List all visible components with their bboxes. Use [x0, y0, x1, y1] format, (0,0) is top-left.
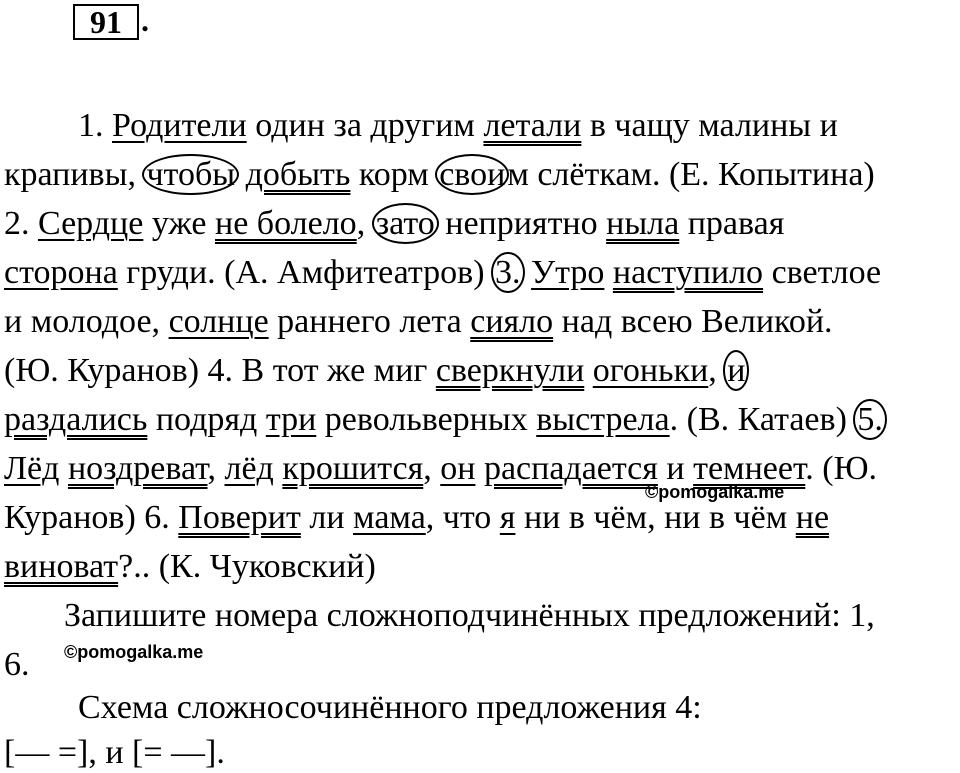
text: неприятно [436, 205, 607, 242]
subject: Сердце [38, 205, 144, 242]
text: ?.. (К. Чуковский) [118, 548, 376, 585]
predicate: крошится [282, 450, 424, 487]
exercise-number-dot: . [141, 2, 149, 38]
circled-word: свои [435, 154, 509, 195]
text: подряд [147, 401, 266, 438]
text-line-9 [4, 498, 829, 538]
predicate: не болело [215, 205, 357, 242]
text: м слёткам. (Е. Копытина) [507, 156, 875, 193]
predicate: не [795, 499, 830, 536]
predicate: распадается [483, 450, 658, 487]
exercise-number: 91 [73, 4, 139, 40]
text: и молодое, [4, 303, 169, 340]
subject: мама [353, 499, 426, 536]
text: раннего лета [268, 303, 471, 340]
text [237, 156, 246, 193]
predicate: сверкнули [435, 352, 585, 389]
subject: я [499, 499, 516, 536]
text: груди. (А. Амфитеатров) [117, 254, 494, 291]
text [584, 352, 593, 389]
text-line-10 [4, 547, 376, 587]
text: , [708, 352, 726, 389]
task-line-2: Схема сложносочинённого предложения 4: [78, 689, 702, 726]
subject: три [265, 401, 317, 438]
predicate: ноздреват [67, 450, 208, 487]
text: 1. [78, 107, 112, 144]
text [59, 450, 68, 487]
predicate: виноват [4, 548, 119, 585]
subject: Родители [112, 107, 247, 144]
text: правая [679, 205, 785, 242]
text: ли [300, 499, 354, 536]
text: светлое [763, 254, 882, 291]
text: Куранов) 6. [4, 499, 179, 536]
text-line-2 [4, 155, 875, 195]
watermark: ©pomogalka.me [64, 642, 204, 662]
text-line-4 [4, 253, 881, 293]
watermark: ©pomogalka.me [645, 482, 785, 502]
circled-number: 3. [491, 252, 525, 293]
predicate: сияло [470, 303, 554, 340]
text [604, 254, 613, 291]
predicate: темнеет [693, 450, 806, 487]
text: один за другим [246, 107, 484, 144]
predicate: раздались [4, 401, 148, 438]
text: (Ю. Куранов) 4. В тот же миг [4, 352, 436, 389]
subject: Лёд [4, 450, 60, 487]
subject: он [440, 450, 476, 487]
text-line-6 [4, 351, 747, 391]
subject: выстрела [536, 401, 670, 438]
subject: лёд [224, 450, 274, 487]
text: крапивы, [4, 156, 145, 193]
text: револьверных [316, 401, 537, 438]
text-line-7 [4, 400, 885, 440]
circled-conjunction: зато [372, 203, 439, 244]
circled-conjunction: чтобы [142, 154, 239, 195]
task-line-1-continued: 6. [4, 646, 30, 683]
subject: сторона [4, 254, 118, 291]
text: , [356, 205, 374, 242]
text-line-1 [78, 106, 838, 146]
text: . (Ю. [805, 450, 878, 487]
subject: Утро [531, 254, 605, 291]
circled-number: 5. [853, 399, 887, 440]
predicate: летали [483, 107, 582, 144]
text [475, 450, 484, 487]
text: 2. [4, 205, 38, 242]
text: , что [425, 499, 500, 536]
text: и [657, 450, 694, 487]
text: уже [143, 205, 216, 242]
text: в чащу малины и [581, 107, 838, 144]
predicate: Поверит [178, 499, 301, 536]
text: . (В. Катаев) [669, 401, 856, 438]
subject: солнце [168, 303, 269, 340]
predicate: наступило [612, 254, 764, 291]
scheme-line: [— =], и [= —]. [4, 734, 225, 771]
circled-conjunction: и [723, 350, 749, 391]
task-line-1: Запишите номера сложноподчинённых предложений: 1, [64, 597, 875, 634]
text [523, 254, 532, 291]
predicate: ныла [606, 205, 680, 242]
text: над всею Великой. [553, 303, 833, 340]
text: , [423, 450, 441, 487]
text-line-3 [4, 204, 784, 244]
subject: огоньки [592, 352, 709, 389]
text: корм [350, 156, 438, 193]
predicate: добыть [245, 156, 351, 193]
text: ни в чём, ни в чём [515, 499, 796, 536]
text-line-5 [4, 302, 833, 342]
text: , [207, 450, 225, 487]
